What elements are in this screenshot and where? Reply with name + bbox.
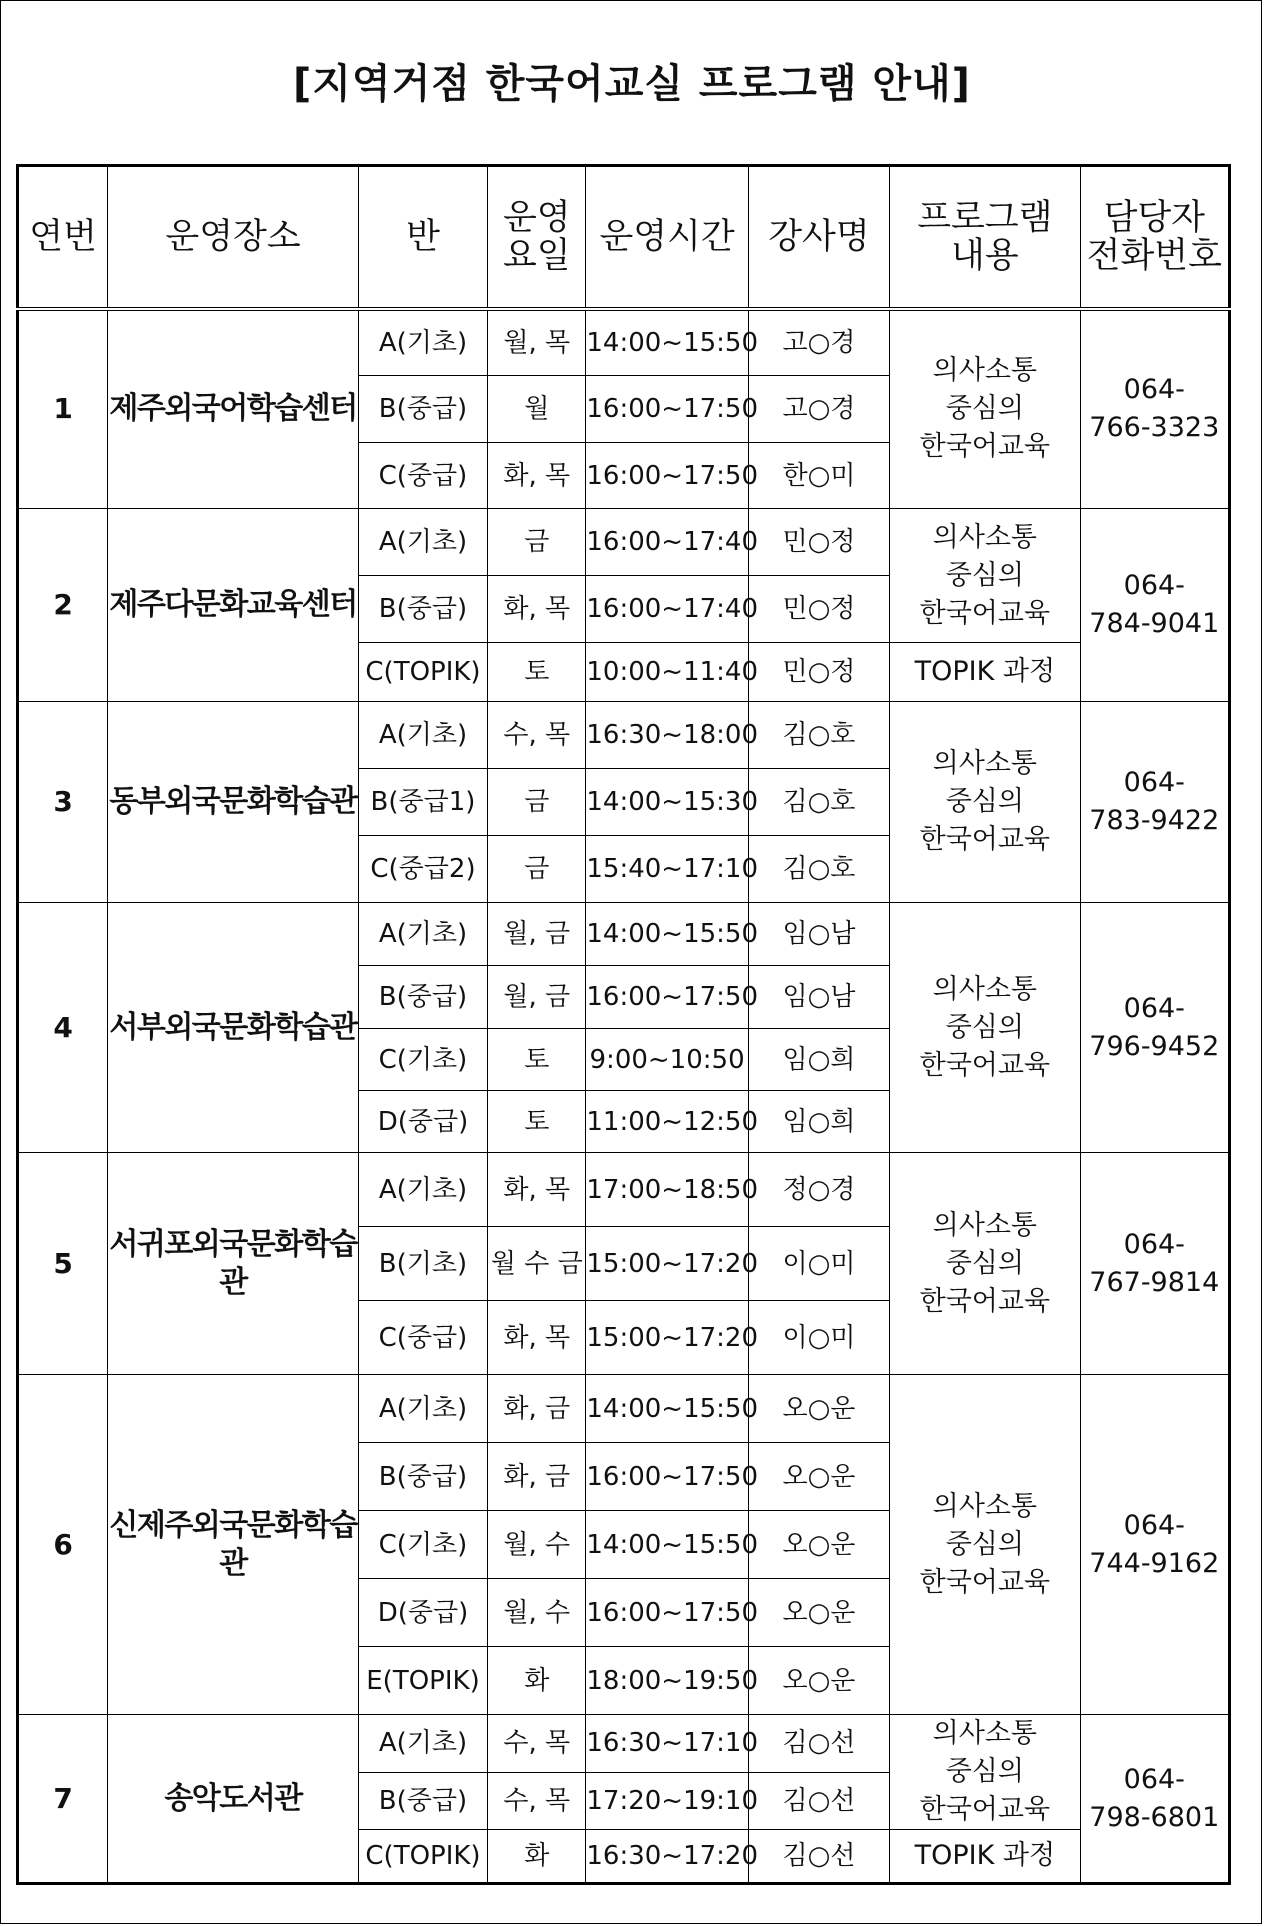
teacher-name: 오○운 [748,1647,889,1715]
class-days: 화 [488,1830,586,1884]
contact-phone [1080,1715,1229,1884]
class-name: B(기초) [358,1227,487,1301]
class-time: 16:00~17:40 [586,509,748,576]
class-time: 15:00~17:20 [586,1227,748,1301]
program-content [890,643,1080,702]
program-line: 한국어교육 [919,1049,1051,1081]
teacher-name: 임○희 [748,1029,889,1091]
class-time: 15:40~17:10 [586,836,748,903]
class-name: C(중급2) [358,836,487,903]
class-time: 16:00~17:50 [586,966,748,1029]
class-days: 금 [488,509,586,576]
class-days: 화, 목 [488,1301,586,1375]
program-content [890,1153,1080,1375]
class-time: 14:00~15:50 [586,903,748,966]
phone-line: 064- [1123,1228,1185,1260]
program-content [890,702,1080,903]
program-content [890,1830,1080,1884]
class-days: 토 [488,1091,586,1153]
program-line: 중심의 [945,1528,1024,1560]
class-time: 14:00~15:50 [586,1511,748,1579]
class-days: 월, 금 [488,903,586,966]
teacher-name: 오○운 [748,1579,889,1647]
teacher-name: 임○남 [748,966,889,1029]
teacher-name: 고○경 [748,376,889,443]
class-name: D(중급) [358,1579,487,1647]
program-line: 한국어교육 [919,1794,1051,1825]
class-days: 화, 금 [488,1443,586,1511]
contact-phone [1080,1375,1229,1715]
location-name: 서부외국문화학습관 [108,903,359,1153]
header-no: 연번 [18,166,108,309]
class-days: 수, 목 [488,1715,586,1773]
teacher-name: 민○정 [748,509,889,576]
location-name: 신제주외국문화학습관 [108,1375,359,1715]
class-days: 토 [488,643,586,702]
teacher-name: 이○미 [748,1301,889,1375]
phone-line: 744-9162 [1089,1547,1220,1579]
row-number: 4 [18,903,108,1153]
row-number: 1 [18,309,108,509]
header-class: 반 [358,166,487,309]
teacher-name: 오○운 [748,1511,889,1579]
class-name: B(중급) [358,1443,487,1511]
table-row [18,1375,1230,1443]
class-time: 9:00~10:50 [586,1029,748,1091]
row-number: 2 [18,509,108,702]
class-time: 17:20~19:10 [586,1772,748,1830]
teacher-name: 정○경 [748,1153,889,1227]
class-name: A(기초) [358,1375,487,1443]
phone-line: 064- [1123,570,1185,601]
table-body [18,309,1230,1884]
header-program: 프로그램 내용 [890,166,1080,309]
program-line: 의사소통 [932,748,1037,779]
program-line: 한국어교육 [919,1285,1051,1317]
class-time: 14:00~15:50 [586,1375,748,1443]
row-number: 5 [18,1153,108,1375]
location-name: 송악도서관 [108,1715,359,1884]
class-name: C(TOPIK) [358,643,487,702]
table-row [18,1715,1230,1773]
header-row [18,166,1230,309]
teacher-name: 임○희 [748,1091,889,1153]
teacher-name: 김○호 [748,769,889,836]
contact-phone [1080,1153,1229,1375]
phone-line: 064- [1123,1509,1185,1541]
class-time: 16:00~17:50 [586,1579,748,1647]
row-number: 7 [18,1715,108,1884]
class-days: 화, 목 [488,1153,586,1227]
row-number: 6 [18,1375,108,1715]
class-time: 14:00~15:50 [586,309,748,376]
phone-line: 783-9422 [1089,805,1220,836]
class-name: B(중급) [358,1772,487,1830]
program-line: 중심의 [945,1756,1024,1787]
contact-phone [1080,903,1229,1153]
location-name: 서귀포외국문화학습관 [108,1153,359,1375]
teacher-name: 김○호 [748,836,889,903]
class-days: 화, 금 [488,1375,586,1443]
class-time: 16:00~17:50 [586,443,748,509]
teacher-name: 김○선 [748,1830,889,1884]
class-name: C(중급) [358,1301,487,1375]
class-days: 월, 수 [488,1579,586,1647]
contact-phone [1080,309,1229,509]
class-time: 17:00~18:50 [586,1153,748,1227]
teacher-name: 이○미 [748,1227,889,1301]
class-days: 토 [488,1029,586,1091]
program-line: 의사소통 [932,973,1037,1005]
phone-line: 796-9452 [1089,1030,1220,1062]
table-row [18,903,1230,966]
class-name: A(기초) [358,903,487,966]
class-time: 16:30~17:20 [586,1830,748,1884]
table-row [18,1153,1230,1227]
program-line: 중심의 [945,1247,1024,1279]
program-table [16,164,1231,1885]
table-row [18,702,1230,769]
program-content [890,509,1080,643]
class-time: 16:00~17:50 [586,1443,748,1511]
class-name: A(기초) [358,1153,487,1227]
location-name: 제주외국어학습센터 [108,309,359,509]
class-days: 월 [488,376,586,443]
teacher-name: 민○정 [748,576,889,643]
header-place: 운영장소 [108,166,359,309]
phone-line: 064- [1123,992,1185,1024]
teacher-name: 김○선 [748,1772,889,1830]
program-content [890,1375,1080,1715]
row-number: 3 [18,702,108,903]
program-content [890,903,1080,1153]
phone-line: 064- [1123,1763,1185,1795]
program-line: 한국어교육 [919,431,1051,463]
program-content [890,309,1080,509]
class-days: 수, 목 [488,702,586,769]
program-line: TOPIK 과정 [914,1840,1056,1871]
class-days: 화, 목 [488,576,586,643]
class-time: 15:00~17:20 [586,1301,748,1375]
program-line: 의사소통 [932,521,1037,553]
class-time: 18:00~19:50 [586,1647,748,1715]
program-line: 의사소통 [932,1490,1037,1522]
class-name: B(중급) [358,576,487,643]
class-time: 16:00~17:40 [586,576,748,643]
class-time: 10:00~11:40 [586,643,748,702]
class-name: B(중급1) [358,769,487,836]
teacher-name: 임○남 [748,903,889,966]
class-name: A(기초) [358,509,487,576]
class-days: 월 수 금 [488,1227,586,1301]
program-line: TOPIK 과정 [914,656,1056,687]
class-days: 월, 수 [488,1511,586,1579]
teacher-name: 오○운 [748,1443,889,1511]
program-line: 중심의 [945,786,1024,817]
class-name: B(중급) [358,966,487,1029]
class-name: E(TOPIK) [358,1647,487,1715]
class-days: 수, 목 [488,1772,586,1830]
location-name: 동부외국문화학습관 [108,702,359,903]
program-line: 중심의 [945,393,1024,425]
program-line: 중심의 [945,1011,1024,1043]
contact-phone [1080,509,1229,702]
program-line: 의사소통 [932,1718,1037,1749]
teacher-name: 오○운 [748,1375,889,1443]
program-line: 한국어교육 [919,1566,1051,1598]
location-name: 제주다문화교육센터 [108,509,359,702]
class-name: B(중급) [358,376,487,443]
contact-phone [1080,702,1229,903]
program-line: 중심의 [945,559,1024,591]
header-phone: 담당자 전화번호 [1080,166,1229,309]
class-name: C(중급) [358,443,487,509]
program-line: 의사소통 [932,1209,1037,1241]
class-days: 화 [488,1647,586,1715]
teacher-name: 민○정 [748,643,889,702]
class-days: 화, 목 [488,443,586,509]
page-title: [지역거점 한국어교실 프로그램 안내] [293,61,971,107]
class-days: 월, 목 [488,309,586,376]
class-name: C(기초) [358,1029,487,1091]
teacher-name: 김○호 [748,702,889,769]
teacher-name: 한○미 [748,443,889,509]
class-time: 16:30~17:10 [586,1715,748,1773]
phone-line: 798-6801 [1089,1801,1220,1833]
class-time: 16:00~17:50 [586,376,748,443]
header-days: 운영 요일 [488,166,586,309]
phone-line: 766-3323 [1089,412,1220,444]
phone-line: 784-9041 [1089,608,1220,639]
class-name: A(기초) [358,702,487,769]
program-line: 한국어교육 [919,597,1051,629]
class-name: D(중급) [358,1091,487,1153]
header-time: 운영시간 [586,166,748,309]
class-name: C(TOPIK) [358,1830,487,1884]
class-days: 금 [488,769,586,836]
table-row [18,309,1230,376]
header-teacher: 강사명 [748,166,889,309]
class-time: 16:30~18:00 [586,702,748,769]
program-line: 한국어교육 [919,824,1051,855]
class-time: 14:00~15:30 [586,769,748,836]
table-row [18,509,1230,576]
phone-line: 064- [1123,374,1185,406]
class-name: C(기초) [358,1511,487,1579]
class-name: A(기초) [358,1715,487,1773]
program-content [890,1715,1080,1830]
class-name: A(기초) [358,309,487,376]
program-line: 의사소통 [932,355,1037,387]
teacher-name: 김○선 [748,1715,889,1773]
class-time: 11:00~12:50 [586,1091,748,1153]
phone-line: 064- [1123,767,1185,798]
class-days: 금 [488,836,586,903]
phone-line: 767-9814 [1089,1266,1220,1298]
teacher-name: 고○경 [748,309,889,376]
class-days: 월, 금 [488,966,586,1029]
